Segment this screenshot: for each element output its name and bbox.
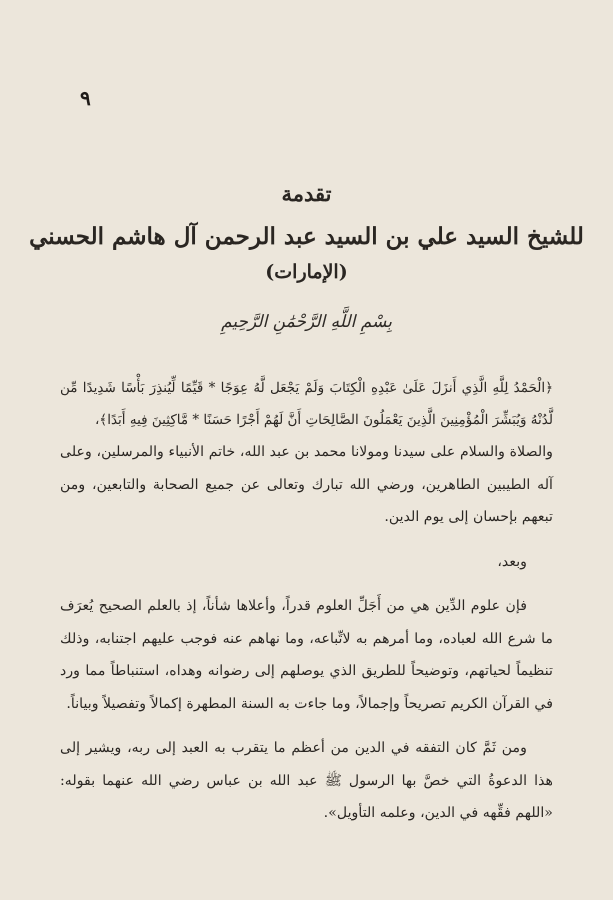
page-subtitle-location: (الإمارات) xyxy=(265,261,348,283)
page-number: ٩ xyxy=(80,86,91,110)
heading-block xyxy=(0,180,613,286)
body-text xyxy=(60,372,553,830)
quran-verse: ﴿الْحَمْدُ لِلَّهِ الَّذِي أَنزَلَ عَلَىٰ عَبْدِهِ الْكِتَابَ وَلَمْ يَجْعَل لَّهُ عِوَجًا * قَيِّمًا لِّيُنذِرَ بَأْسًا شَدِيدًا مِّن لَّدُنْهُ وَيُبَشِّرَ الْمُؤْمِنِينَ الَّذِينَ يَعْمَلُونَ الصَّالِحَاتِ أَنَّ لَهُمْ أَجْرًا حَسَنًا * مَّاكِثِينَ فِيهِ أَبَدًا﴾، xyxy=(60,380,553,428)
paragraph-fiqh: ومن ثَمَّ كان التفقه في الدين من أعظم ما يتقرب به العبد إلى ربه، ويشير إلى هذا الدعوةُ التي خصَّ بها الرسول ﷺ عبد الله بن عباس رضي الله عنهما بقوله: «اللهم فقِّهه في الدين، وعلمه التأويل». xyxy=(60,740,553,821)
paragraph-opening: وبعد، xyxy=(497,553,527,570)
basmala-calligraphy: بِسْمِ اللَّهِ الرَّحْمَٰنِ الرَّحِيمِ xyxy=(221,312,392,332)
page-subtitle: للشيخ السيد علي بن السيد عبد الرحمن آل هاشم الحسني xyxy=(29,223,584,250)
paragraph-sciences: فإن علوم الدِّين هي من أَجَلِّ العلوم قدراً، وأعلاها شأناً، إذ بالعلم الصحيح يُعرَف ما شرع الله لعباده، وما أمرهم به لاتِّباعه، وما نهاهم عنه فوجب عليهم اجتنابه، وذلك تنظيماً لحياتهم، وتوضيحاً للطريق الذي يوصلهم إلى رضوانه وهداه، استنباطاً مما ورد في القرآن الكريم تصريحاً وإجمالاً، وما جاءت به السنة المطهرة إكمالاً وتفصيلاً وبياناً. xyxy=(60,598,553,712)
paragraph-salutation: والصلاة والسلام على سيدنا ومولانا محمد بن عبد الله، خاتم الأنبياء والمرسلين، وعلى آله الطيبين الطاهرين، ورضي الله تبارك وتعالى عن جميع الصحابة والتابعين، ومن تبعهم بإحسان إلى يوم الدين. xyxy=(60,444,553,525)
page-title: تقدمة xyxy=(281,181,332,206)
